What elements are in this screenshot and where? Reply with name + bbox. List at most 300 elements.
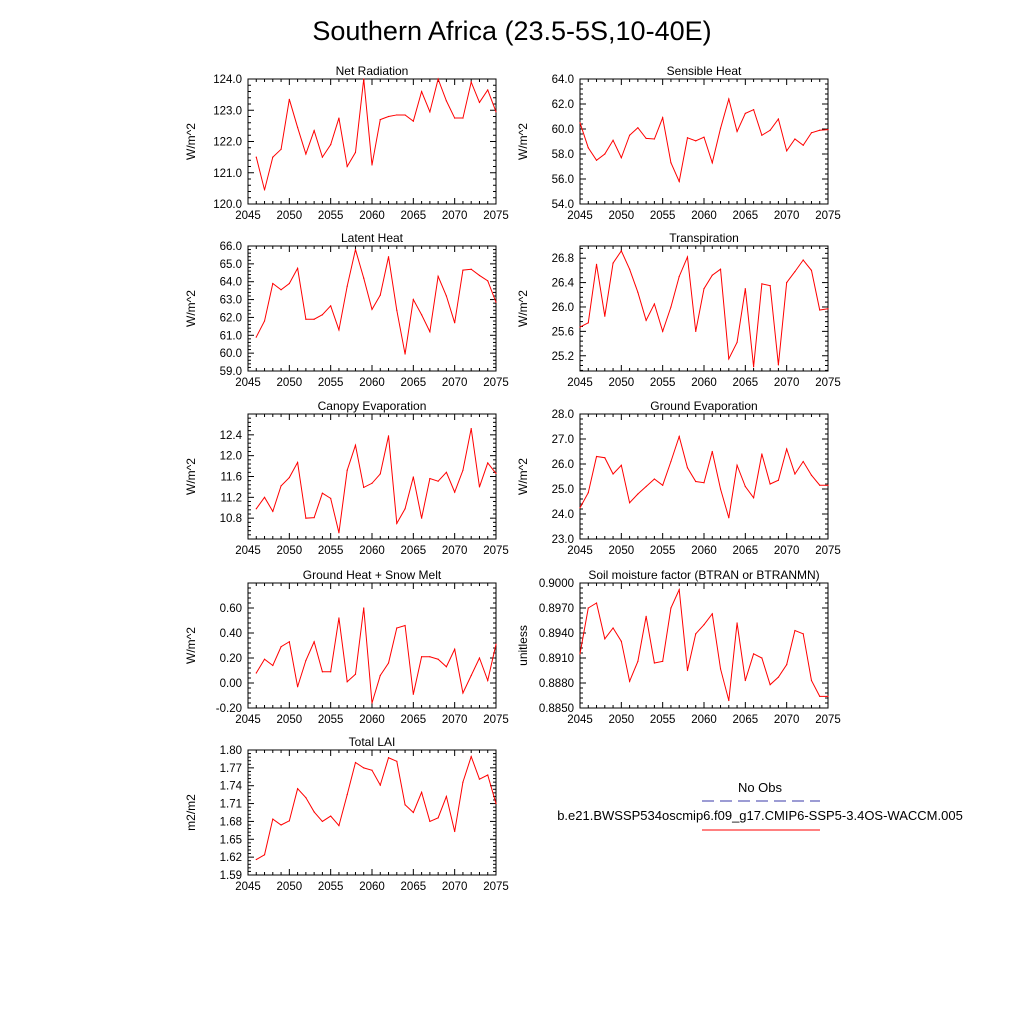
- y-tick-label: 11.6: [220, 471, 242, 484]
- data-point: [654, 662, 655, 663]
- data-point: [827, 485, 828, 486]
- data-point: [388, 662, 389, 663]
- data-point: [421, 518, 422, 519]
- data-point: [728, 517, 729, 518]
- data-point: [654, 138, 655, 139]
- data-point: [745, 486, 746, 487]
- data-point: [629, 681, 630, 682]
- data-point: [811, 270, 812, 271]
- data-point: [695, 633, 696, 634]
- data-point: [289, 820, 290, 821]
- data-point: [495, 803, 496, 804]
- data-point: [596, 264, 597, 265]
- data-point: [479, 486, 480, 487]
- data-point: [786, 150, 787, 151]
- data-point: [745, 680, 746, 681]
- panel-ground-heat-snow-melt: [184, 568, 509, 726]
- data-point: [703, 137, 704, 138]
- data-point: [654, 303, 655, 304]
- data-point: [720, 488, 721, 489]
- x-tick-label: 2045: [567, 714, 593, 726]
- data-point: [446, 472, 447, 473]
- data-point: [322, 671, 323, 672]
- data-point: [429, 478, 430, 479]
- data-point: [736, 131, 737, 132]
- data-point: [380, 675, 381, 676]
- y-axis-label: W/m^2: [184, 458, 198, 495]
- data-point: [495, 644, 496, 645]
- data-point: [330, 815, 331, 816]
- data-point: [256, 508, 257, 509]
- data-point: [280, 485, 281, 486]
- panel-title: Canopy Evaporation: [317, 399, 427, 413]
- data-point: [827, 308, 828, 309]
- data-point: [371, 309, 372, 310]
- data-point: [794, 138, 795, 139]
- data-point: [322, 157, 323, 158]
- data-point: [305, 660, 306, 661]
- data-point: [330, 144, 331, 145]
- x-tick-label: 2055: [649, 714, 676, 726]
- data-point: [280, 646, 281, 647]
- data-point: [289, 641, 290, 642]
- data-point: [794, 473, 795, 474]
- y-tick-label: 0.8910: [538, 653, 574, 665]
- data-point: [819, 485, 820, 486]
- data-point: [471, 675, 472, 676]
- x-tick-label: 2050: [276, 210, 303, 222]
- data-point: [421, 792, 422, 793]
- data-point: [371, 770, 372, 771]
- data-point: [596, 456, 597, 457]
- x-tick-label: 2075: [815, 545, 841, 557]
- data-point: [479, 102, 480, 103]
- data-point: [811, 680, 812, 681]
- y-tick-label: 56.0: [551, 174, 574, 186]
- data-point: [429, 111, 430, 112]
- data-point: [330, 671, 331, 672]
- data-point: [297, 462, 298, 463]
- x-tick-label: 2065: [400, 881, 427, 893]
- data-point: [462, 470, 463, 471]
- data-point: [446, 295, 447, 296]
- data-point: [803, 145, 804, 146]
- panel-canopy-evaporation: [184, 399, 509, 557]
- data-point: [421, 314, 422, 315]
- data-point: [264, 854, 265, 855]
- y-tick-label: 1.71: [219, 798, 242, 811]
- data-point: [811, 132, 812, 133]
- y-tick-label: 26.0: [551, 301, 574, 314]
- data-point: [588, 492, 589, 493]
- data-point: [272, 283, 273, 284]
- data-point: [712, 275, 713, 276]
- data-point: [297, 788, 298, 789]
- plot-frame: [580, 414, 828, 539]
- data-point: [761, 453, 762, 454]
- data-point: [297, 686, 298, 687]
- y-axis-label: W/m^2: [184, 123, 198, 160]
- data-point: [338, 825, 339, 826]
- y-tick-label: 0.40: [219, 628, 242, 640]
- panel-title: Total LAI: [348, 735, 396, 749]
- data-point: [679, 276, 680, 277]
- data-point: [495, 302, 496, 303]
- data-point: [761, 657, 762, 658]
- data-point: [280, 824, 281, 825]
- figure-title: Southern Africa (23.5-5S,10-40E): [312, 16, 712, 46]
- data-point: [637, 661, 638, 662]
- y-tick-label: 123.0: [213, 105, 242, 118]
- x-tick-label: 2075: [483, 545, 509, 557]
- data-point: [786, 664, 787, 665]
- series-line: [256, 250, 496, 354]
- data-point: [621, 641, 622, 642]
- plot-frame: [580, 79, 828, 204]
- data-point: [256, 859, 257, 860]
- data-point: [588, 322, 589, 323]
- x-tick-label: 2050: [608, 714, 635, 726]
- plot-frame: [580, 246, 828, 371]
- data-point: [264, 320, 265, 321]
- data-point: [388, 435, 389, 436]
- data-point: [396, 523, 397, 524]
- data-point: [728, 358, 729, 359]
- data-point: [438, 817, 439, 818]
- data-point: [314, 319, 315, 320]
- y-tick-label: 58.0: [551, 149, 574, 161]
- data-point: [330, 305, 331, 306]
- data-point: [803, 461, 804, 462]
- panel-title: Ground Evaporation: [650, 399, 758, 413]
- data-point: [604, 153, 605, 154]
- data-point: [404, 508, 405, 509]
- x-tick-label: 2065: [400, 210, 427, 222]
- data-point: [778, 364, 779, 365]
- data-point: [371, 164, 372, 165]
- data-point: [363, 278, 364, 279]
- data-point: [679, 589, 680, 590]
- x-tick-label: 2045: [235, 881, 261, 893]
- data-point: [413, 121, 414, 122]
- data-point: [612, 262, 613, 263]
- data-point: [687, 467, 688, 468]
- data-point: [479, 779, 480, 780]
- y-tick-label: 27.0: [551, 434, 574, 446]
- x-tick-label: 2055: [317, 545, 344, 557]
- x-tick-label: 2055: [649, 545, 676, 557]
- data-point: [612, 140, 613, 141]
- data-point: [794, 630, 795, 631]
- data-point: [604, 457, 605, 458]
- data-point: [289, 99, 290, 100]
- data-point: [629, 502, 630, 503]
- y-axis-label: W/m^2: [184, 627, 198, 664]
- x-tick-label: 2070: [773, 714, 800, 726]
- data-point: [454, 649, 455, 650]
- data-point: [388, 116, 389, 117]
- data-point: [355, 674, 356, 675]
- data-point: [462, 270, 463, 271]
- plot-frame: [248, 583, 496, 708]
- x-tick-label: 2075: [815, 377, 841, 389]
- y-tick-label: 0.8880: [538, 678, 574, 690]
- data-point: [712, 613, 713, 614]
- y-tick-label: 1.77: [219, 762, 242, 775]
- data-point: [770, 130, 771, 131]
- data-point: [396, 761, 397, 762]
- data-point: [479, 657, 480, 658]
- y-tick-label: 61.0: [219, 330, 242, 343]
- data-point: [363, 767, 364, 768]
- data-point: [256, 157, 257, 158]
- x-tick-label: 2065: [400, 714, 427, 726]
- data-point: [670, 607, 671, 608]
- data-point: [322, 493, 323, 494]
- x-tick-label: 2055: [317, 881, 344, 893]
- data-point: [621, 250, 622, 251]
- data-point: [745, 288, 746, 289]
- data-point: [761, 135, 762, 136]
- panel-total-lai: [184, 735, 509, 893]
- data-point: [413, 812, 414, 813]
- plot-frame: [248, 414, 496, 539]
- data-point: [256, 336, 257, 337]
- data-point: [462, 782, 463, 783]
- data-point: [770, 285, 771, 286]
- data-point: [396, 114, 397, 115]
- y-tick-label: 122.0: [213, 136, 242, 149]
- x-tick-label: 2055: [317, 714, 344, 726]
- data-point: [596, 602, 597, 603]
- panel-title: Net Radiation: [335, 64, 409, 78]
- data-point: [297, 127, 298, 128]
- data-point: [338, 329, 339, 330]
- data-point: [404, 625, 405, 626]
- data-point: [429, 821, 430, 822]
- x-tick-label: 2055: [649, 210, 676, 222]
- data-point: [413, 299, 414, 300]
- y-tick-label: 26.0: [551, 459, 574, 471]
- y-tick-label: 64.0: [551, 74, 574, 86]
- y-tick-label: 1.80: [219, 745, 242, 757]
- data-point: [404, 114, 405, 115]
- y-tick-label: 11.2: [220, 492, 242, 505]
- data-point: [736, 622, 737, 623]
- data-point: [471, 756, 472, 757]
- data-point: [695, 331, 696, 332]
- panel-ground-evaporation: [516, 399, 841, 557]
- x-tick-label: 2070: [441, 210, 468, 222]
- y-tick-label: 59.0: [219, 366, 242, 378]
- data-point: [720, 128, 721, 129]
- data-point: [305, 319, 306, 320]
- data-point: [388, 757, 389, 758]
- x-tick-label: 2055: [649, 377, 676, 389]
- x-tick-label: 2055: [317, 377, 344, 389]
- data-point: [720, 269, 721, 270]
- x-tick-label: 2075: [815, 210, 841, 222]
- x-tick-label: 2050: [276, 545, 303, 557]
- y-tick-label: 121.0: [213, 167, 242, 180]
- data-point: [695, 481, 696, 482]
- y-tick-label: 1.59: [219, 870, 242, 882]
- data-point: [654, 478, 655, 479]
- data-point: [629, 135, 630, 136]
- x-tick-label: 2065: [732, 210, 759, 222]
- data-point: [380, 473, 381, 474]
- data-point: [670, 306, 671, 307]
- data-point: [786, 448, 787, 449]
- x-tick-label: 2060: [691, 377, 717, 389]
- data-point: [471, 428, 472, 429]
- data-point: [687, 670, 688, 671]
- panel-transpiration: [516, 231, 841, 389]
- data-point: [347, 681, 348, 682]
- x-tick-label: 2060: [359, 881, 385, 893]
- x-tick-label: 2045: [567, 377, 593, 389]
- x-tick-label: 2070: [441, 881, 468, 893]
- data-point: [811, 475, 812, 476]
- y-tick-label: 0.8940: [538, 628, 574, 640]
- data-point: [728, 700, 729, 701]
- y-tick-label: 10.8: [219, 513, 242, 526]
- data-point: [297, 268, 298, 269]
- x-tick-label: 2060: [359, 545, 385, 557]
- series-line: [256, 429, 496, 533]
- y-tick-label: 0.8850: [538, 703, 574, 715]
- data-point: [371, 483, 372, 484]
- y-tick-label: 62.0: [551, 99, 574, 111]
- y-tick-label: 66.0: [219, 241, 242, 253]
- y-axis-label: W/m^2: [184, 290, 198, 327]
- data-point: [429, 331, 430, 332]
- y-axis-label: W/m^2: [516, 290, 530, 327]
- data-point: [495, 473, 496, 474]
- panel-title: Ground Heat + Snow Melt: [302, 568, 442, 582]
- data-point: [355, 152, 356, 153]
- data-point: [778, 118, 779, 119]
- y-tick-label: 1.68: [219, 816, 242, 829]
- data-point: [579, 653, 580, 654]
- x-tick-label: 2060: [359, 714, 385, 726]
- data-point: [720, 668, 721, 669]
- panel-title: Soil moisture factor (BTRAN or BTRANMN): [588, 568, 820, 582]
- y-axis-label: m2/m2: [184, 794, 198, 831]
- data-point: [794, 271, 795, 272]
- data-point: [446, 100, 447, 101]
- data-point: [695, 140, 696, 141]
- data-point: [446, 666, 447, 667]
- data-point: [646, 320, 647, 321]
- data-point: [662, 331, 663, 332]
- data-point: [314, 641, 315, 642]
- data-point: [363, 487, 364, 488]
- y-tick-label: 124.0: [213, 74, 242, 86]
- x-tick-label: 2050: [276, 377, 303, 389]
- y-tick-label: 26.8: [551, 253, 574, 266]
- x-tick-label: 2075: [483, 881, 509, 893]
- x-tick-label: 2070: [773, 210, 800, 222]
- data-point: [662, 661, 663, 662]
- data-point: [305, 153, 306, 154]
- data-point: [728, 98, 729, 99]
- data-point: [363, 607, 364, 608]
- data-point: [596, 160, 597, 161]
- data-point: [272, 157, 273, 158]
- data-point: [471, 269, 472, 270]
- x-tick-label: 2045: [235, 210, 261, 222]
- x-tick-label: 2050: [276, 881, 303, 893]
- data-point: [454, 492, 455, 493]
- y-tick-label: 12.0: [219, 450, 242, 463]
- data-point: [471, 82, 472, 83]
- data-point: [462, 692, 463, 693]
- data-point: [612, 627, 613, 628]
- data-point: [264, 189, 265, 190]
- x-tick-label: 2060: [359, 377, 385, 389]
- data-point: [778, 677, 779, 678]
- data-point: [579, 507, 580, 508]
- data-point: [637, 493, 638, 494]
- data-point: [646, 138, 647, 139]
- data-point: [612, 473, 613, 474]
- y-axis-label: W/m^2: [516, 458, 530, 495]
- x-tick-label: 2050: [276, 714, 303, 726]
- data-point: [786, 282, 787, 283]
- panel-title: Latent Heat: [340, 231, 404, 245]
- data-point: [819, 309, 820, 310]
- data-point: [330, 498, 331, 499]
- data-point: [454, 117, 455, 118]
- y-tick-label: 23.0: [551, 534, 574, 546]
- data-point: [462, 117, 463, 118]
- data-point: [380, 295, 381, 296]
- data-point: [588, 147, 589, 148]
- data-point: [703, 624, 704, 625]
- data-point: [819, 130, 820, 131]
- x-tick-label: 2045: [235, 377, 261, 389]
- panel-sensible-heat: [516, 64, 841, 222]
- y-tick-label: 26.4: [551, 277, 574, 290]
- data-point: [272, 511, 273, 512]
- data-point: [421, 656, 422, 657]
- data-point: [487, 680, 488, 681]
- x-tick-label: 2055: [317, 210, 344, 222]
- data-point: [347, 794, 348, 795]
- data-point: [396, 310, 397, 311]
- data-point: [712, 162, 713, 163]
- data-point: [429, 656, 430, 657]
- data-point: [495, 111, 496, 112]
- data-point: [347, 166, 348, 167]
- x-tick-label: 2065: [400, 545, 427, 557]
- x-tick-label: 2075: [483, 377, 509, 389]
- y-tick-label: -0.20: [215, 703, 242, 715]
- data-point: [322, 314, 323, 315]
- data-point: [753, 653, 754, 654]
- data-point: [637, 292, 638, 293]
- y-tick-label: 65.0: [219, 258, 242, 271]
- data-point: [621, 157, 622, 158]
- data-point: [355, 249, 356, 250]
- data-point: [745, 113, 746, 114]
- data-point: [579, 122, 580, 123]
- data-point: [770, 684, 771, 685]
- series-line: [580, 251, 828, 367]
- y-tick-label: 60.0: [551, 124, 574, 136]
- legend-model-label: b.e21.BWSSP534oscmip6.f09_g17.CMIP6-SSP5-3.4OS-WACCM.005: [557, 808, 963, 823]
